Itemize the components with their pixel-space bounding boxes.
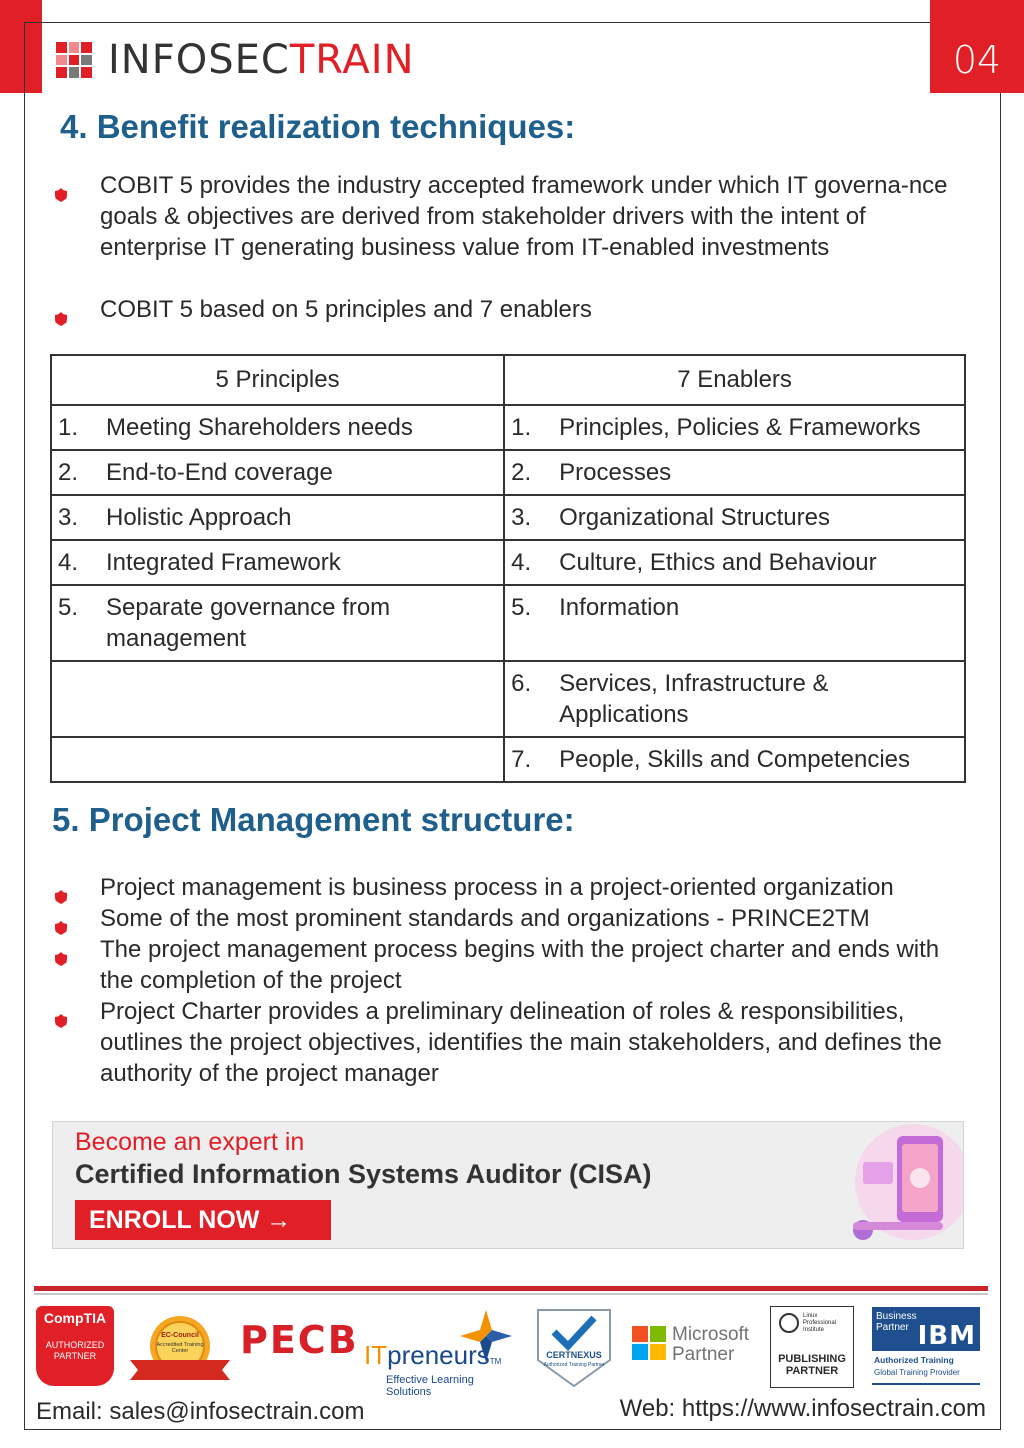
footer-email[interactable]: Email: sales@infosectrain.com: [36, 1398, 365, 1425]
table-cell: [51, 661, 504, 737]
brand-name: [108, 37, 415, 83]
footer-website[interactable]: Web: https://www.infosectrain.com: [619, 1395, 986, 1422]
ec-council-logo: [126, 1312, 234, 1384]
table-cell: [504, 450, 965, 495]
table-cell: [51, 540, 504, 585]
footer-divider-red: [34, 1286, 988, 1291]
brand-logo: [56, 37, 415, 83]
comptia-name: CompTIA: [43, 1310, 107, 1326]
bullet-icon: [54, 1005, 68, 1019]
ibm-global-provider: Global Training Provider: [874, 1368, 960, 1377]
principle-text: Integrated Framework: [106, 549, 341, 576]
list-item: [54, 872, 984, 903]
comptia-partner-logo: [36, 1306, 114, 1386]
section4-heading: 4. Benefit realization techniques:: [60, 108, 576, 145]
principles-header: 5 Principles: [215, 366, 340, 393]
bullet-text: Project management is business process in a project-oriented organization: [100, 874, 894, 901]
section5-bullets: [54, 872, 984, 1089]
principle-text: End-to-End coverage: [106, 459, 333, 486]
certnexus-shield-icon: [534, 1306, 614, 1388]
itpreneurs-it: IT: [364, 1340, 388, 1370]
enabler-text: Services, Infrastructure & Applications: [559, 670, 829, 728]
principle-text: Meeting Shareholders needs: [106, 414, 413, 441]
pecb-logo: PECB: [240, 1318, 359, 1362]
itpreneurs-rest: preneurs: [387, 1340, 490, 1370]
ibm-authorized-training: Authorized Training: [874, 1355, 954, 1365]
enabler-text: Principles, Policies & Frameworks: [559, 414, 921, 441]
table-cell: [504, 585, 965, 661]
cisa-promo-banner[interactable]: [52, 1121, 964, 1249]
phone-illustration-icon: [833, 1122, 963, 1249]
table-cell: [51, 737, 504, 782]
row-number: 3.: [511, 504, 532, 531]
section5-heading: 5. Project Management structure:: [52, 801, 575, 838]
microsoft-partner-logo: [632, 1326, 762, 1366]
banner-tagline: Become an expert in: [75, 1128, 305, 1156]
ec-council-name: EC-Council: [161, 1332, 199, 1339]
certnexus-sub: Authorized Training Partner: [543, 1362, 605, 1368]
table-header-cell: [504, 355, 965, 405]
bullet-icon: [54, 179, 68, 193]
lpi-emblem-icon: [779, 1313, 799, 1333]
section4-bullets: [54, 170, 974, 325]
bullet-text: Project Charter provides a preliminary delineation of roles & responsibilities, outlines the project objectives, identifies the main stakeholders, and defines the authority of the project manager: [100, 998, 942, 1087]
table-cell: [504, 405, 965, 450]
list-item: [54, 170, 974, 263]
footer-divider-gray: [34, 1293, 988, 1295]
table-row: [51, 450, 965, 495]
enabler-text: Organizational Structures: [559, 504, 830, 531]
principle-text: Holistic Approach: [106, 504, 292, 531]
table-row: [51, 495, 965, 540]
ec-council-sub: Accredited Training Center: [156, 1342, 204, 1354]
page-number: 04: [930, 0, 1024, 93]
ibm-business-partner-logo: [872, 1307, 982, 1387]
enabler-text: Information: [559, 594, 680, 621]
microsoft-partner-label: Partner: [672, 1344, 735, 1365]
table-header-row: [51, 355, 965, 405]
row-number: 4.: [511, 549, 532, 576]
list-item: [54, 903, 984, 934]
brand-name-part1: INFOSEC: [108, 37, 290, 83]
itpreneurs-logo: [362, 1308, 520, 1398]
table-row: [51, 540, 965, 585]
brand-mark-icon: [56, 42, 92, 78]
microsoft-name: Microsoft: [672, 1324, 750, 1345]
table-row: [51, 405, 965, 450]
principle-text: Separate governance from management: [106, 594, 391, 652]
table-cell: [504, 737, 965, 782]
table-cell: [504, 540, 965, 585]
itpreneurs-tagline: Effective Learning Solutions: [386, 1374, 474, 1398]
row-number: 4.: [58, 549, 79, 576]
row-number: 3.: [58, 504, 79, 531]
row-number: 5.: [58, 594, 79, 621]
row-number: 2.: [58, 459, 79, 486]
ibm-wordmark: IBM: [917, 1321, 976, 1351]
table-cell: [51, 495, 504, 540]
table-cell: [51, 405, 504, 450]
ibm-business-partner-label: Business Partner: [876, 1311, 917, 1333]
brand-name-part2: TRAIN: [289, 37, 415, 83]
table-header-cell: [51, 355, 504, 405]
table-row: [51, 661, 965, 737]
ibm-underline: [872, 1383, 980, 1385]
enablers-header: 7 Enablers: [677, 366, 792, 393]
cobit-table: [50, 354, 966, 783]
bullet-text: The project management process begins with the project charter and ends with the completion of the project: [100, 936, 940, 994]
row-number: 5.: [511, 594, 532, 621]
itpreneurs-tm: TM: [489, 1357, 502, 1366]
lpi-name: Linux Professional Institute: [803, 1313, 837, 1333]
list-item: [54, 996, 984, 1089]
row-number: 1.: [58, 414, 79, 441]
comptia-badge-text: AUTHORIZED PARTNER: [45, 1340, 105, 1361]
microsoft-windows-icon: [632, 1326, 666, 1360]
banner-course-title: Certified Information Systems Auditor (CISA): [75, 1159, 652, 1189]
list-item: [54, 294, 974, 325]
row-number: 1.: [511, 414, 532, 441]
table-cell: [51, 450, 504, 495]
lpi-publishing-partner-logo: [770, 1306, 854, 1388]
enabler-text: Culture, Ethics and Behaviour: [559, 549, 877, 576]
table-row: [51, 585, 965, 661]
row-number: 6.: [511, 670, 532, 697]
list-item: [54, 934, 984, 996]
row-number: 2.: [511, 459, 532, 486]
bullet-text: Some of the most prominent standards and organizations - PRINCE2TM: [100, 905, 870, 932]
bullet-icon: [54, 943, 68, 957]
ibm-badge: [872, 1307, 980, 1351]
bullet-icon: [54, 881, 68, 895]
bullet-icon: [54, 912, 68, 926]
certnexus-logo: [534, 1306, 614, 1388]
bullet-icon: [54, 303, 68, 317]
table-cell: [504, 661, 965, 737]
bullet-text: COBIT 5 provides the industry accepted framework under which IT governa-nce goals & objectives are derived from stakeholder drivers with the intent of enterprise IT generating business value from IT-enabled investments: [100, 172, 948, 261]
itpreneurs-name: [364, 1340, 501, 1371]
enroll-now-button[interactable]: ENROLL NOW →: [75, 1200, 331, 1240]
certnexus-name: CERTNEXUS: [546, 1350, 602, 1360]
table-cell: [51, 585, 504, 661]
table-row: [51, 737, 965, 782]
table-cell: [504, 495, 965, 540]
bullet-text: COBIT 5 based on 5 principles and 7 enablers: [100, 296, 592, 323]
enabler-text: People, Skills and Competencies: [559, 746, 910, 773]
enabler-text: Processes: [559, 459, 672, 486]
lpi-publishing-label: PUBLISHING PARTNER: [778, 1353, 846, 1377]
row-number: 7.: [511, 746, 532, 773]
